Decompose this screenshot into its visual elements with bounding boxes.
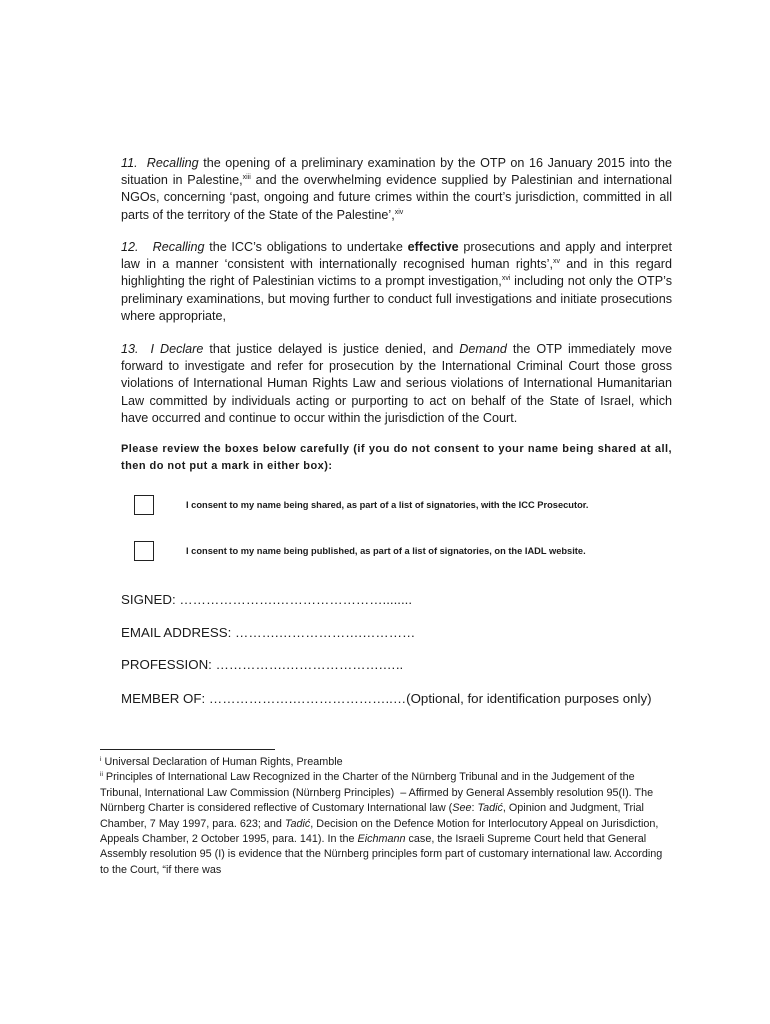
consent-row-iadl — [0, 541, 770, 567]
footnote-text: case, the Israeli Supreme Court held that General Assembly resolution 95 (I) is evidence that the Nürnberg principles form part of customary international law. According to the Court, “if there was — [100, 833, 663, 876]
paragraph-verb: I Declare — [150, 342, 204, 356]
footnote-text: Universal Declaration of Human Rights, Preamble — [101, 756, 343, 768]
paragraph-13 — [121, 341, 672, 427]
review-instructions: Please review the boxes below carefully (if you do not consent to your name being shared at all, then do not put a mark in either box): — [121, 443, 672, 472]
paragraph-number: 12. — [121, 240, 139, 254]
footnote-text: : — [471, 802, 478, 815]
paragraph-text: the OTP immediately move forward to investigate and refer for prosecution by the International Criminal Court those gross violations of International Human Rights Law and serious violations of International Humanitarian Law committed by individuals acting or purporting to act on behalf of the State of Israel, which have occurred and continue to occur within the jurisdiction of the Court. — [121, 342, 672, 425]
paragraph-text: the ICC’s obligations to undertake — [204, 240, 408, 254]
case-name: Tadić — [284, 817, 311, 830]
footnote-see: See — [452, 802, 472, 815]
signed-field[interactable]: SIGNED: ………………….……………………........ — [121, 592, 413, 607]
footnote-1 — [100, 755, 672, 770]
endnote-ref: xvi — [501, 275, 511, 283]
paragraph-text: the opening of a preliminary examination by the OTP on 16 January 2015 into the situation in Palestine, — [121, 156, 672, 188]
footnotes — [100, 755, 672, 878]
paragraph-verb: Recalling — [152, 240, 205, 254]
member-of-field[interactable]: MEMBER OF: ……………….…………………..…(Optional, for identification purposes only) — [121, 691, 652, 706]
profession-field[interactable]: PROFESSION: …………….………………….….. — [121, 657, 404, 672]
paragraph-verb: Recalling — [146, 156, 199, 170]
paragraph-11 — [121, 155, 672, 224]
consent-icc-checkbox[interactable] — [134, 495, 154, 515]
consent-iadl-checkbox[interactable] — [134, 541, 154, 561]
footnote-text: Principles of International Law Recognized in the Charter of the Nürnberg Tribunal and in the Judgement of the Tribunal, International Law Commission (Nürnberg Principles) – Affirmed by General Assembly resolution 95(I). The Nürnberg Charter is considered reflective of Customary International law ( — [100, 771, 654, 815]
footnote-divider — [100, 749, 275, 750]
consent-iadl-label: I consent to my name being published, as part of a list of signatories, on the IADL website. — [186, 546, 586, 556]
paragraph-12 — [121, 239, 672, 325]
emphasis-word: effective — [407, 240, 459, 254]
endnote-ref: xiii — [242, 174, 251, 182]
paragraph-number: 13. — [121, 342, 139, 356]
consent-row-icc — [0, 495, 770, 521]
footnote-text: , Opinion and Judgment, Trial Chamber, 7 May 1997, para. 623; and — [100, 802, 644, 830]
endnote-ref: xv — [552, 258, 560, 266]
paragraph-text: including not only the OTP’s preliminary examinations, but moving further to conduct full investigations and initiate prosecutions where appropriate, — [121, 274, 672, 323]
paragraph-text: that justice delayed is justice denied, and — [203, 342, 460, 356]
paragraph-text: and the overwhelming evidence supplied by Palestinian and international NGOs, concerning ‘past, ongoing and future crimes within the court’s jurisdiction, committed in all parts of the territory of the State of the Palestine’, — [121, 173, 672, 222]
footnote-mark: i — [100, 756, 102, 763]
paragraph-text: prosecutions and apply and interpret law in a manner ‘consistent with internationally recognised human rights’, — [121, 240, 673, 272]
paragraph-text: and in this regard highlighting the right of Palestinian victims to a prompt investigation, — [121, 257, 673, 289]
consent-icc-label: I consent to my name being shared, as part of a list of signatories, with the ICC Prosecutor. — [186, 500, 589, 510]
footnote-text: , Decision on the Defence Motion for Interlocutory Appeal on Jurisdiction, Appeals Chamber, 2 October 1995, para. 141). In the — [100, 817, 659, 846]
footnote-mark: ii — [100, 771, 103, 779]
footnote-2 — [100, 770, 672, 878]
paragraph-number: 11. — [121, 156, 138, 170]
paragraph-verb: Demand — [459, 342, 507, 356]
case-name: Eichmann — [357, 833, 406, 846]
email-address-field[interactable]: EMAIL ADDRESS: ……….……………….………… — [121, 625, 416, 640]
case-name: Tadić — [477, 802, 503, 815]
endnote-ref: xiv — [394, 208, 404, 216]
